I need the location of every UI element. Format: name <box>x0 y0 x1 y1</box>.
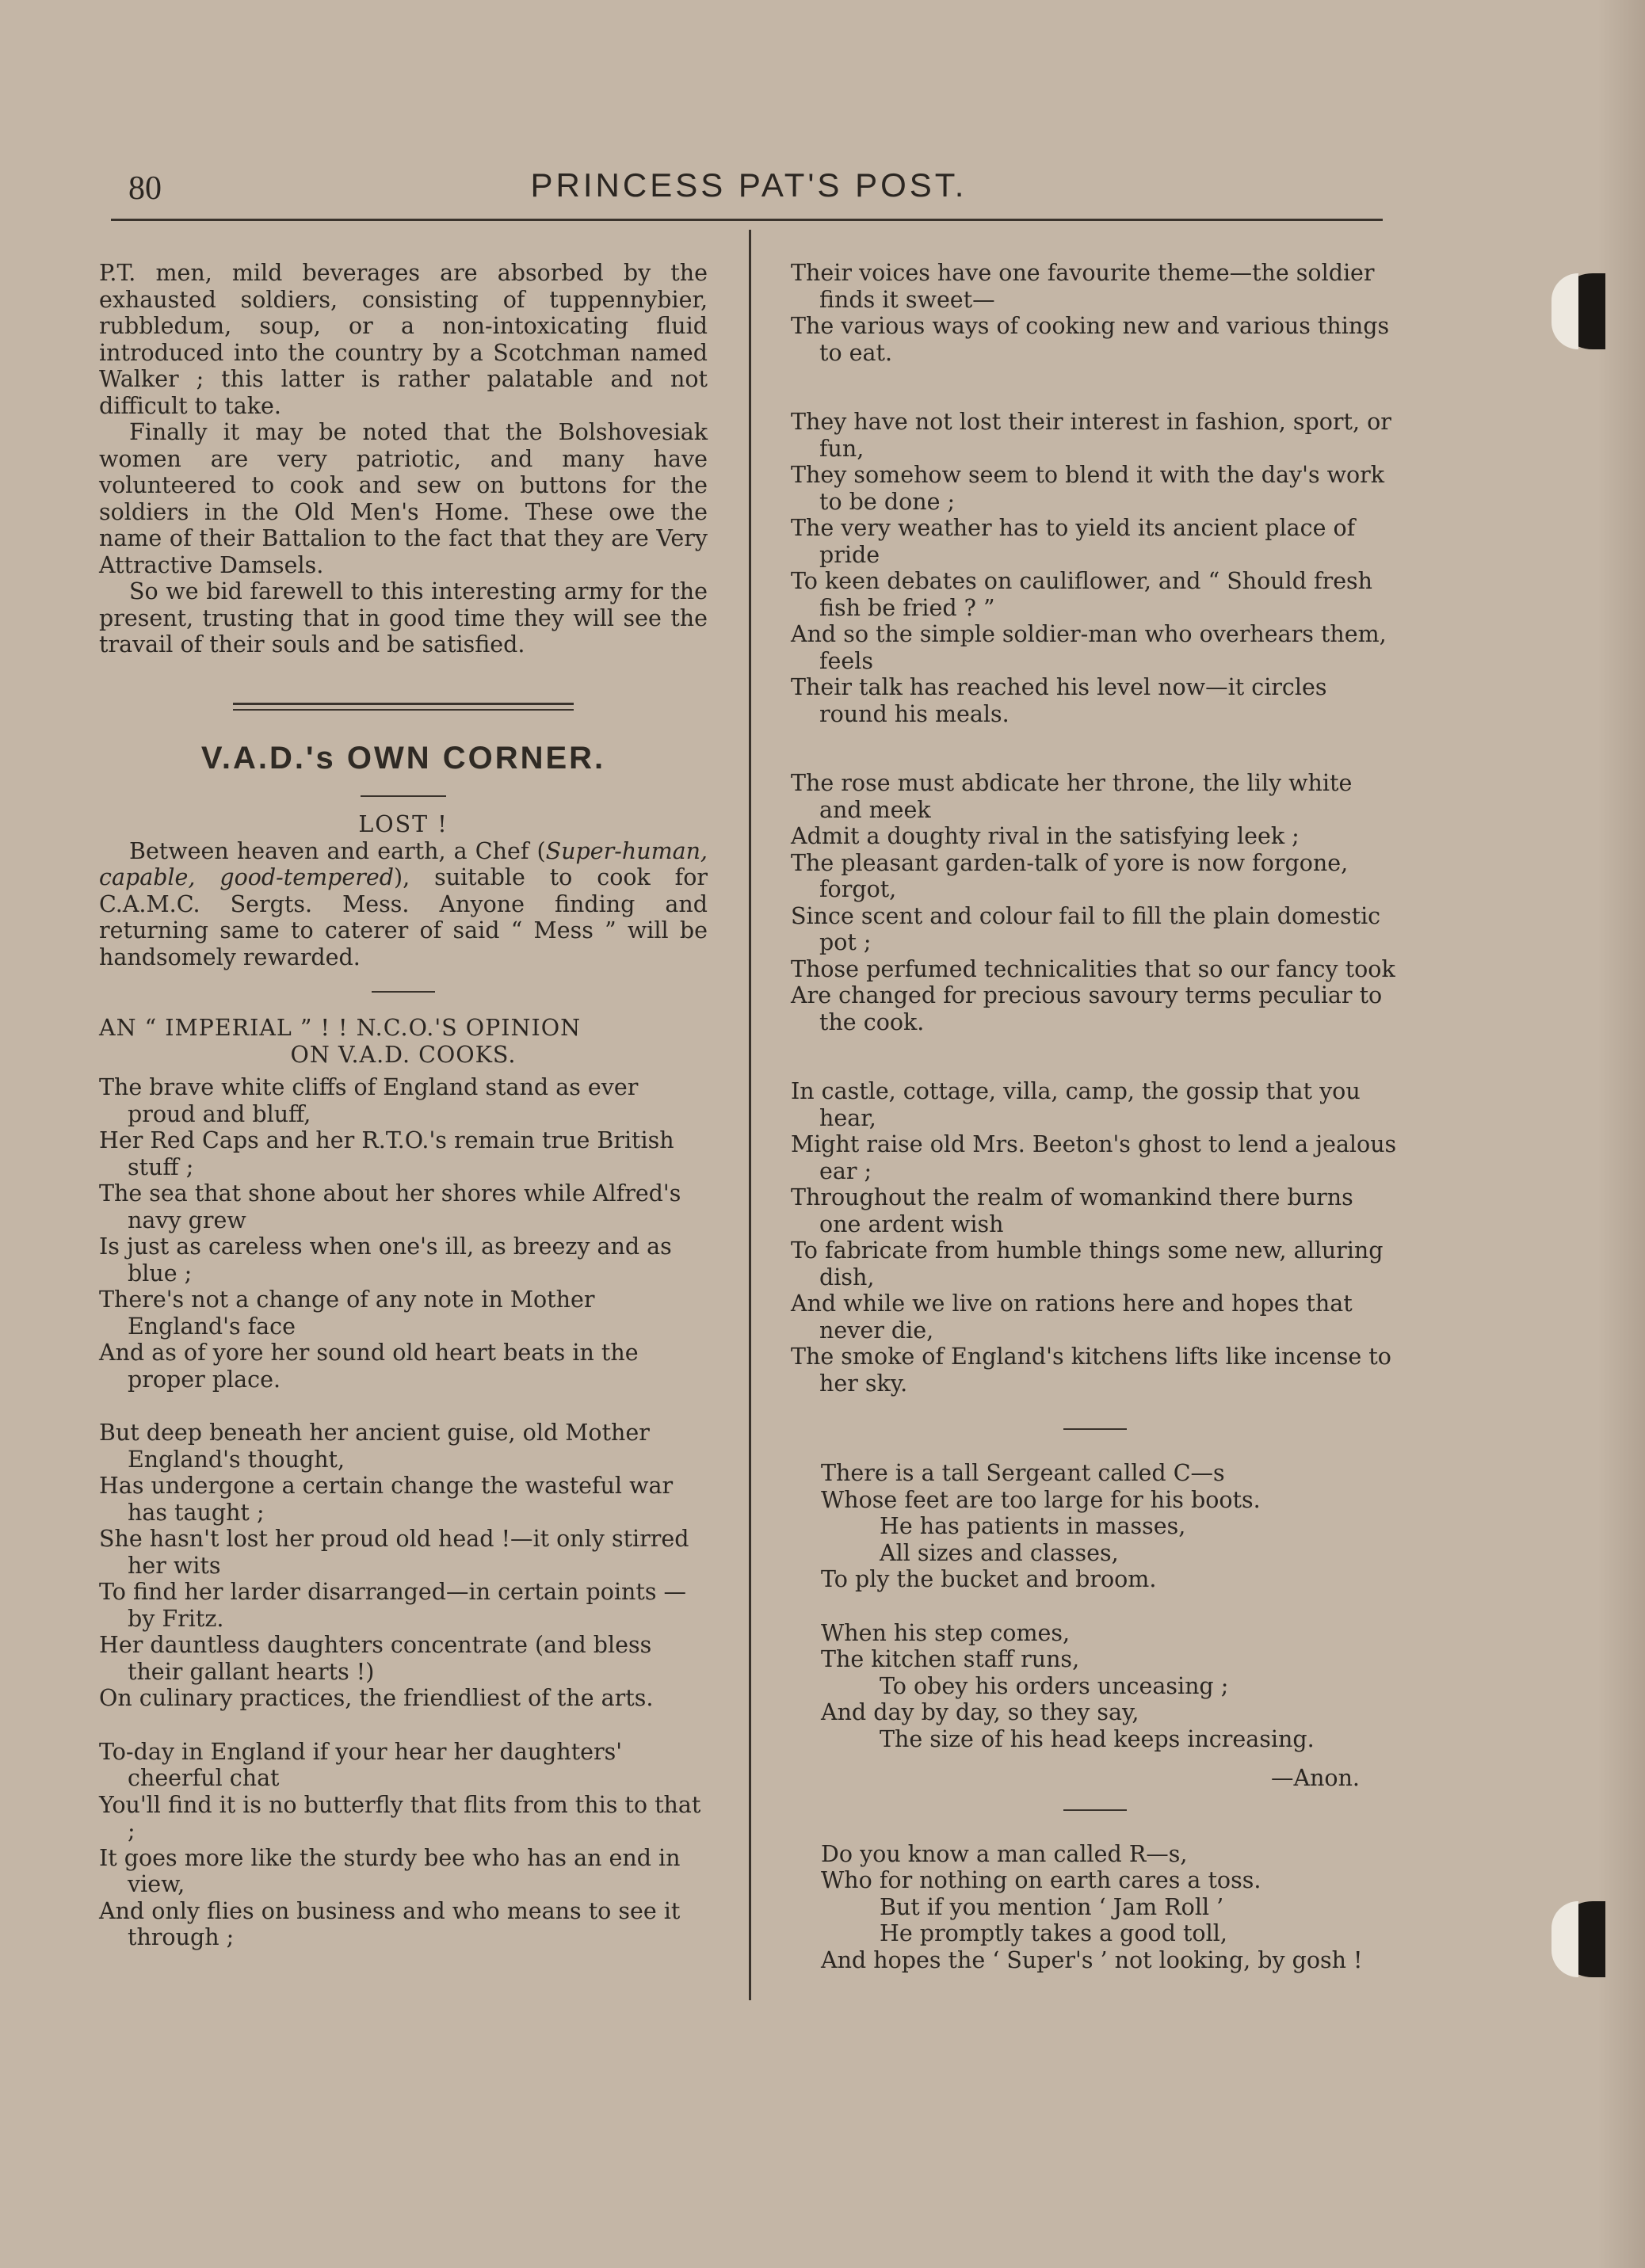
verse-line: They somehow seem to blend it with the day's work to be done ; <box>791 462 1385 515</box>
verse-line: They have not lost their interest in fashion, sport, or fun, <box>791 409 1391 462</box>
verse-line: To-day in England if your hear her daughters' cheerful chat <box>99 1738 623 1791</box>
verse-line: Her dauntless daughters concentrate (and bless their gallant hearts !) <box>99 1632 652 1685</box>
poem-title-line: ON V.A.D. COOKS. <box>290 1041 517 1068</box>
verse-line: To obey his orders unceasing ; <box>880 1672 1229 1699</box>
verse-line: He has patients in masses, <box>880 1513 1186 1539</box>
verse-line: And day by day, so they say, <box>821 1699 1139 1725</box>
verse-line: The rose must abdicate her throne, the lily white and meek <box>791 770 1353 823</box>
verse-line: Is just as careless when one's ill, as breezy and as blue ; <box>99 1233 672 1286</box>
verse-line: There is a tall Sergeant called C—s <box>821 1460 1225 1486</box>
section-divider <box>233 703 574 711</box>
signature: —Anon. <box>1270 1765 1360 1791</box>
stanza <box>791 1078 1399 1397</box>
verse-line: Those perfumed technicalities that so our fancy took <box>791 955 1395 982</box>
verse-line: And hopes the ‘ Super's ’ not looking, by gosh ! <box>821 1946 1363 1973</box>
verse-line: Are changed for precious savoury terms peculiar to the cook. <box>791 982 1383 1035</box>
verse-line: But deep beneath her ancient guise, old Mother England's thought, <box>99 1420 650 1473</box>
verse-line: There's not a change of any note in Mother England's face <box>99 1286 595 1340</box>
short-divider <box>1063 1428 1127 1430</box>
verse-line: Their voices have one favourite theme—the soldier finds it sweet— <box>791 260 1375 313</box>
stanza <box>99 1739 708 1951</box>
page-header <box>111 165 1387 222</box>
verse-line: And while we live on rations here and hopes that never die, <box>791 1290 1353 1344</box>
stanza <box>99 1420 708 1712</box>
left-column <box>99 260 708 1951</box>
column-divider <box>749 230 751 2000</box>
stanza <box>791 770 1399 1035</box>
paragraph: Finally it may be noted that the Bolshovesiak women are very patriotic, and many have volunteered to cook and sew on buttons for the soldiers in the Old Men's Home. These owe the name of their Battalion to the fact that they are Very Attractive Damsels. <box>99 419 708 578</box>
verse-line: Has undergone a certain change the wasteful war has taught ; <box>99 1473 674 1526</box>
poem-title <box>99 1015 708 1068</box>
paragraph: So we bid farewell to this interesting army for the present, trusting that in good time they will see the travail of their souls and be satisfied. <box>99 578 708 658</box>
verse-line: When his step comes, <box>821 1619 1071 1646</box>
verse-line: The size of his head keeps increasing. <box>880 1725 1315 1752</box>
verse-line: The kitchen staff runs, <box>821 1646 1080 1672</box>
verse-line: She hasn't lost her proud old head !—it only stirred her wits <box>99 1526 689 1579</box>
poem-continued <box>791 260 1399 1397</box>
limerick <box>821 1841 1399 1974</box>
verse-line: The smoke of England's kitchens lifts like incense to her sky. <box>791 1344 1391 1397</box>
lost-text-italic: Super-human, capable, good-tempered <box>99 837 708 890</box>
lost-notice <box>99 838 708 971</box>
verse-line: It goes more like the sturdy bee who has an end in view, <box>99 1844 681 1897</box>
binding-hole-top <box>1555 273 1605 349</box>
stanza <box>791 409 1399 727</box>
lost-text-start: Between heaven and earth, a Chef ( <box>129 837 546 864</box>
verse-line: Their talk has reached his level now—it circles round his meals. <box>791 674 1327 727</box>
verse-line: You'll find it is no butterfly that flits from this to that ; <box>99 1791 701 1844</box>
running-title: PRINCESS PAT'S POST. <box>530 166 968 204</box>
verse-line: In castle, cottage, villa, camp, the gossip that you hear, <box>791 1078 1361 1131</box>
short-divider <box>1063 1809 1127 1811</box>
verse-line: The very weather has to yield its ancient place of pride <box>791 515 1356 568</box>
verse-line: Since scent and colour fail to fill the plain domestic pot ; <box>791 902 1381 955</box>
verse-line: The various ways of cooking new and various things to eat. <box>791 313 1390 366</box>
verse-line: Whose feet are too large for his boots. <box>821 1486 1261 1513</box>
lost-text-end: ), suitable to cook for C.A.M.C. Sergts. Mess. Anyone finding and returning same to caterer of said “ Mess ” will be handsomely rewarded. <box>99 864 708 970</box>
section-heading: V.A.D.'s OWN CORNER. <box>200 740 606 776</box>
verse-line: The sea that shone about her shores while Alfred's navy grew <box>99 1180 681 1233</box>
lost-title: LOST ! <box>358 811 448 837</box>
verse-line: All sizes and classes, <box>880 1539 1119 1566</box>
verse-line: Might raise old Mrs. Beeton's ghost to lend a jealous ear ; <box>791 1131 1397 1184</box>
paragraph: P.T. men, mild beverages are absorbed by the exhausted soldiers, consisting of tuppennybier, rubbledum, soup, or a non-intoxicating fluid introduced into the country by a Scotchman named Walker ; this latter is rather palatable and not difficult to take. <box>99 260 708 419</box>
verse-line: And so the simple soldier-man who overhears them, feels <box>791 621 1387 674</box>
verse-line: To fabricate from humble things some new, alluring dish, <box>791 1237 1384 1290</box>
poem <box>99 1074 708 1951</box>
verse-line: Do you know a man called R—s, <box>821 1840 1188 1867</box>
verse-line: To ply the bucket and broom. <box>821 1566 1157 1592</box>
verse-line: And only flies on business and who means to see it through ; <box>99 1897 681 1950</box>
limerick <box>821 1460 1399 1752</box>
stanza <box>99 1074 708 1393</box>
verse-line: The brave white cliffs of England stand as ever proud and bluff, <box>99 1074 639 1127</box>
right-column <box>791 260 1399 1973</box>
verse-line: He promptly takes a good toll, <box>880 1920 1227 1946</box>
verse-line: To keen debates on cauliflower, and “ Should fresh fish be fried ? ” <box>791 568 1373 621</box>
header-rule <box>111 219 1383 221</box>
verse-line: To find her larder disarranged—in certain points —by Fritz. <box>99 1579 686 1632</box>
verse-line: The pleasant garden-talk of yore is now forgone, forgot, <box>791 849 1349 902</box>
short-divider <box>361 795 446 797</box>
verse-line: Admit a doughty rival in the satisfying leek ; <box>791 823 1300 849</box>
stanza <box>791 260 1399 366</box>
binding-hole-bottom <box>1555 1901 1605 1977</box>
short-divider <box>372 991 435 993</box>
verse-line: And as of yore her sound old heart beats in the proper place. <box>99 1340 639 1393</box>
verse-line: But if you mention ‘ Jam Roll ’ <box>880 1893 1224 1920</box>
verse-line: Who for nothing on earth cares a toss. <box>821 1867 1261 1893</box>
verse-line: On culinary practices, the friendliest of the arts. <box>99 1685 654 1711</box>
verse-line: Her Red Caps and her R.T.O.'s remain true British stuff ; <box>99 1127 674 1180</box>
page-number: 80 <box>128 170 162 207</box>
verse-line: Throughout the realm of womankind there burns one ardent wish <box>791 1184 1353 1237</box>
poem-title-line: AN “ IMPERIAL ” ! ! N.C.O.'S OPINION <box>99 1015 582 1041</box>
